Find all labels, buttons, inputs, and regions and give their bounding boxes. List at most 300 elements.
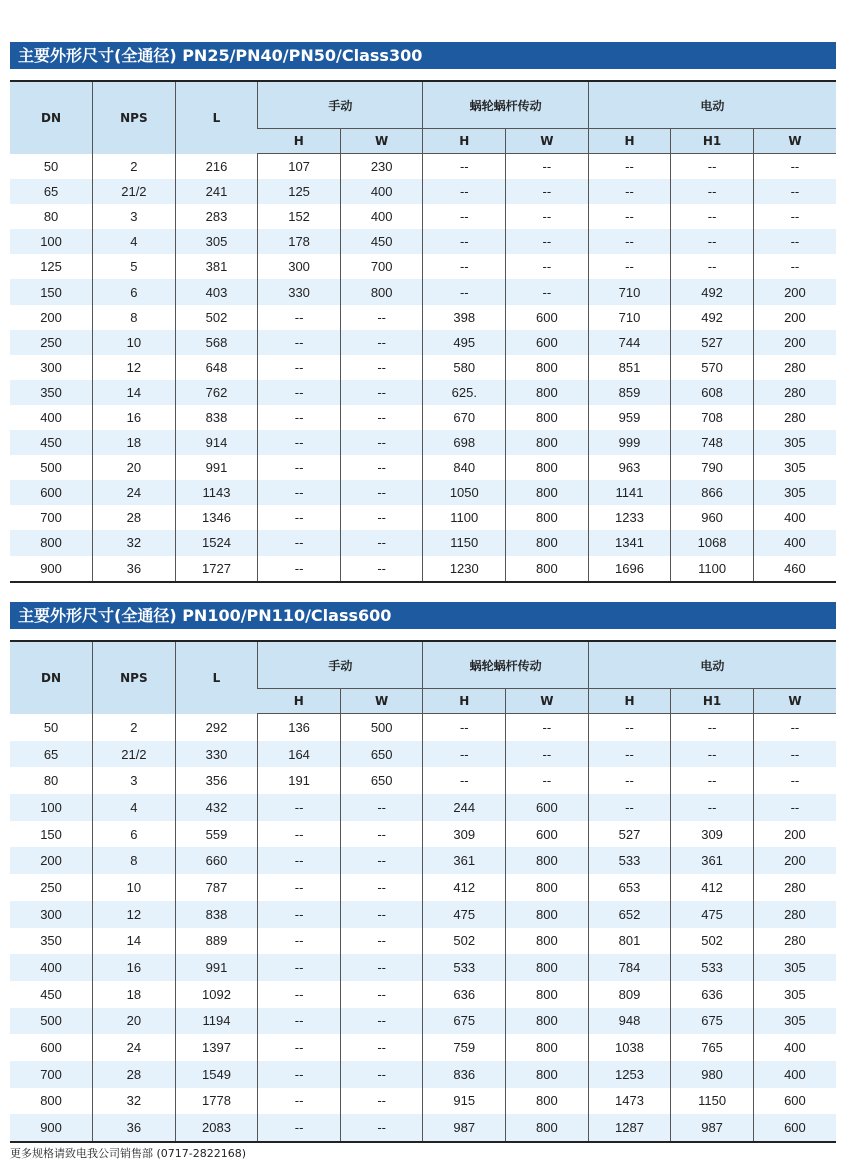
table-cell: 241	[175, 179, 258, 204]
table-cell: --	[588, 179, 671, 204]
col-header-dn: DN	[10, 81, 93, 154]
table-cell: 136	[258, 714, 341, 741]
table-cell: 987	[671, 1114, 754, 1142]
table-cell: 280	[753, 405, 836, 430]
table-row	[10, 954, 836, 981]
table-cell: 20	[93, 1008, 176, 1035]
table-cell: 20	[93, 455, 176, 480]
table-cell: --	[258, 405, 341, 430]
table-cell: --	[340, 1008, 423, 1035]
group-header-manual: 手动	[258, 641, 423, 689]
table-cell: 570	[671, 355, 754, 380]
table-cell: 24	[93, 1034, 176, 1061]
table-cell: 800	[506, 430, 589, 455]
table-cell: --	[258, 1088, 341, 1115]
col-header-electric-w: W	[753, 689, 836, 714]
table-cell: 403	[175, 279, 258, 304]
table-cell: 670	[423, 405, 506, 430]
table-row	[10, 874, 836, 901]
table-cell: --	[340, 954, 423, 981]
table-cell: 980	[671, 1061, 754, 1088]
table-cell: --	[753, 794, 836, 821]
table-cell: 960	[671, 505, 754, 530]
table-cell: 10	[93, 874, 176, 901]
table-cell: 200	[753, 847, 836, 874]
table-cell: 800	[506, 874, 589, 901]
table-cell: 1141	[588, 480, 671, 505]
group-header-electric: 电动	[588, 81, 836, 129]
table-cell: 800	[506, 455, 589, 480]
table-cell: 675	[671, 1008, 754, 1035]
table-cell: 200	[753, 330, 836, 355]
table-cell: 381	[175, 254, 258, 279]
table-cell: 533	[423, 954, 506, 981]
table-cell: 533	[671, 954, 754, 981]
table-cell: --	[588, 254, 671, 279]
table-cell: --	[340, 1114, 423, 1142]
table-cell: 1233	[588, 505, 671, 530]
table-cell: 959	[588, 405, 671, 430]
table-cell: 495	[423, 330, 506, 355]
table-cell: 216	[175, 154, 258, 180]
table-cell: --	[423, 229, 506, 254]
table-cell: 150	[10, 279, 93, 304]
table-cell: 800	[506, 530, 589, 555]
table-cell: 305	[753, 1008, 836, 1035]
group-header-electric: 电动	[588, 641, 836, 689]
table-cell: 305	[753, 455, 836, 480]
col-header-electric-h1: H1	[671, 129, 754, 154]
table-cell: 500	[10, 1008, 93, 1035]
table-cell: 125	[40, 259, 62, 275]
table-cell: 152	[258, 204, 341, 229]
table-row	[10, 1114, 836, 1142]
table-cell: --	[671, 204, 754, 229]
table-cell: 16	[93, 405, 176, 430]
table-cell: --	[753, 254, 836, 279]
table-cell: 200	[753, 821, 836, 848]
table-cell: 107	[258, 154, 341, 180]
table-cell: --	[340, 405, 423, 430]
table-cell: 361	[423, 847, 506, 874]
table-cell: 1549	[175, 1061, 258, 1088]
col-header-worm-w: W	[506, 129, 589, 154]
table-cell: --	[753, 767, 836, 794]
table-cell: --	[423, 714, 506, 741]
table-cell: 800	[506, 901, 589, 928]
table-cell: 28	[93, 1061, 176, 1088]
table-cell: 759	[423, 1034, 506, 1061]
table-cell: 1150	[423, 530, 506, 555]
table-cell: 8	[93, 305, 176, 330]
col-header-l: L	[175, 81, 258, 154]
table-cell: 1727	[175, 556, 258, 582]
table-cell: 330	[258, 279, 341, 304]
table-cell: 2	[93, 154, 176, 180]
table-cell: 700	[340, 254, 423, 279]
table-cell: 460	[753, 556, 836, 582]
table-cell: 280	[753, 355, 836, 380]
table-cell: --	[423, 741, 506, 768]
table-cell: --	[340, 505, 423, 530]
group-header-manual: 手动	[258, 81, 423, 129]
table-cell: --	[340, 380, 423, 405]
table-cell: 914	[175, 430, 258, 455]
table-cell: 500	[340, 714, 423, 741]
table-cell: --	[588, 229, 671, 254]
table-row	[10, 1008, 836, 1035]
col-header-manual-h: H	[258, 689, 341, 714]
table-row	[10, 330, 836, 355]
table-cell: 800	[506, 928, 589, 955]
table-row	[10, 254, 836, 279]
table-cell: --	[423, 154, 506, 180]
col-header-manual-h: H	[258, 129, 341, 154]
table-cell: 800	[506, 954, 589, 981]
table-cell: --	[258, 821, 341, 848]
table-cell: --	[258, 380, 341, 405]
table-cell: 200	[753, 305, 836, 330]
table-cell: 1397	[175, 1034, 258, 1061]
table-cell: 200	[40, 309, 62, 325]
table-cell: 800	[506, 556, 589, 582]
dimensions-table-pn100	[10, 640, 836, 1143]
col-header-electric-w: W	[753, 129, 836, 154]
table-cell: 527	[588, 821, 671, 848]
table-cell: --	[340, 1034, 423, 1061]
table-cell: --	[258, 928, 341, 955]
table-row	[10, 355, 836, 380]
table-cell: --	[340, 847, 423, 874]
table-cell: --	[506, 741, 589, 768]
table-row	[10, 847, 836, 874]
table-cell: 400	[10, 954, 93, 981]
table-cell: --	[423, 254, 506, 279]
footer-contact-note: 更多规格请致电我公司销售部 (0717-2822168)	[10, 1147, 247, 1160]
table-row	[10, 741, 836, 768]
table-cell: 800	[506, 355, 589, 380]
table-cell: 600	[506, 330, 589, 355]
table-cell: 3	[93, 204, 176, 229]
table-cell: 6	[93, 279, 176, 304]
table-cell: 280	[753, 928, 836, 955]
table-cell: 800	[506, 1088, 589, 1115]
table-cell: 400	[753, 1061, 836, 1088]
table-cell: --	[340, 794, 423, 821]
table-cell: 840	[423, 455, 506, 480]
table-cell: 1143	[175, 480, 258, 505]
table-cell: 200	[10, 847, 93, 874]
table-cell: 305	[753, 430, 836, 455]
table-cell: 4	[93, 229, 176, 254]
table-cell: 1473	[588, 1088, 671, 1115]
table-cell: --	[258, 847, 341, 874]
table-cell: --	[340, 821, 423, 848]
table-cell: 36	[93, 556, 176, 582]
table-cell: 787	[175, 874, 258, 901]
table-cell: 800	[40, 1093, 62, 1109]
table-cell: 24	[93, 480, 176, 505]
table-cell: 80	[43, 773, 59, 789]
table-cell: 744	[588, 330, 671, 355]
table-cell: 915	[423, 1088, 506, 1115]
table-cell: 652	[588, 901, 671, 928]
table-cell: --	[671, 254, 754, 279]
table-cell: --	[506, 279, 589, 304]
table-cell: 1038	[588, 1034, 671, 1061]
table-cell: 790	[671, 455, 754, 480]
table-cell: 502	[175, 305, 258, 330]
table-cell: 292	[175, 714, 258, 741]
table-cell: --	[506, 179, 589, 204]
table-cell: 400	[753, 505, 836, 530]
table-cell: 2	[93, 714, 176, 741]
table-cell: 330	[175, 741, 258, 768]
table-cell: 1287	[588, 1114, 671, 1142]
table-cell: 502	[423, 928, 506, 955]
table-cell: 1050	[423, 480, 506, 505]
table-cell: 559	[175, 821, 258, 848]
table-cell: 492	[671, 279, 754, 304]
table-cell: 283	[175, 204, 258, 229]
table-cell: 851	[588, 355, 671, 380]
table-cell: 710	[588, 279, 671, 304]
table-cell: 800	[506, 1008, 589, 1035]
table-cell: --	[258, 1114, 341, 1142]
table-cell: 708	[671, 405, 754, 430]
table-cell: 999	[588, 430, 671, 455]
table-row	[10, 901, 836, 928]
table-cell: 475	[671, 901, 754, 928]
table-cell: 6	[93, 821, 176, 848]
table-cell: 1341	[588, 530, 671, 555]
table-cell: --	[423, 767, 506, 794]
table-cell: 1100	[423, 505, 506, 530]
table-cell: 800	[506, 505, 589, 530]
table-cell: 80	[43, 209, 59, 225]
table-cell: 800	[506, 480, 589, 505]
table-cell: 1068	[671, 530, 754, 555]
table-row	[10, 430, 836, 455]
col-header-electric-h: H	[588, 129, 671, 154]
table-cell: 250	[40, 879, 62, 895]
table-row	[10, 279, 836, 304]
table-cell: --	[340, 530, 423, 555]
table-cell: 762	[175, 380, 258, 405]
table-cell: 244	[423, 794, 506, 821]
table-cell: 502	[671, 928, 754, 955]
table-row	[10, 1061, 836, 1088]
dimensions-table-pn25	[10, 80, 836, 583]
table-cell: --	[588, 767, 671, 794]
table-row	[10, 455, 836, 480]
table-cell: 178	[258, 229, 341, 254]
table-row	[10, 480, 836, 505]
table-title-banner: 主要外形尺寸(全通径) PN25/PN40/PN50/Class300	[10, 42, 836, 69]
table-cell: 660	[175, 847, 258, 874]
table-cell: 65	[10, 179, 93, 204]
table-cell: 50	[43, 158, 59, 174]
table-cell: --	[340, 874, 423, 901]
table-cell: 600	[753, 1088, 836, 1115]
table-cell: 700	[10, 1061, 93, 1088]
table-cell: --	[258, 480, 341, 505]
table-cell: 1696	[588, 556, 671, 582]
table-cell: --	[671, 714, 754, 741]
table-cell: 14	[93, 928, 176, 955]
table-body	[10, 154, 836, 582]
table-cell: 700	[40, 510, 62, 526]
table-cell: 398	[423, 305, 506, 330]
table-row	[10, 556, 836, 582]
table-cell: --	[506, 767, 589, 794]
table-cell: 1150	[671, 1088, 754, 1115]
table-cell: 987	[423, 1114, 506, 1142]
table-cell: 400	[340, 204, 423, 229]
table-cell: 533	[588, 847, 671, 874]
table-cell: --	[588, 204, 671, 229]
col-header-manual-w: W	[340, 129, 423, 154]
table-cell: --	[671, 794, 754, 821]
table-cell: --	[506, 254, 589, 279]
col-header-electric-h1: H1	[671, 689, 754, 714]
table-cell: --	[258, 355, 341, 380]
table-cell: 5	[93, 254, 176, 279]
table-cell: --	[340, 305, 423, 330]
table-cell: 300	[40, 359, 62, 375]
table-row	[10, 505, 836, 530]
table-cell: --	[340, 430, 423, 455]
table-row	[10, 229, 836, 254]
table-row	[10, 794, 836, 821]
table-row	[10, 714, 836, 741]
table-cell: --	[340, 1061, 423, 1088]
table-cell: --	[671, 154, 754, 180]
table-cell: 350	[10, 380, 93, 405]
table-cell: 784	[588, 954, 671, 981]
section-pn100-class600	[10, 602, 836, 1143]
table-cell: --	[258, 556, 341, 582]
table-cell: 1253	[588, 1061, 671, 1088]
table-cell: 350	[40, 933, 62, 949]
table-cell: 16	[93, 954, 176, 981]
table-cell: 125	[258, 179, 341, 204]
table-row	[10, 179, 836, 204]
table-cell: 100	[10, 794, 93, 821]
table-cell: 305	[753, 480, 836, 505]
table-cell: --	[506, 714, 589, 741]
table-cell: --	[340, 355, 423, 380]
table-cell: --	[258, 874, 341, 901]
table-cell: 800	[506, 380, 589, 405]
table-cell: --	[506, 204, 589, 229]
table-cell: 527	[671, 330, 754, 355]
table-cell: --	[340, 455, 423, 480]
table-cell: 600	[506, 305, 589, 330]
table-cell: --	[340, 480, 423, 505]
table-cell: 191	[258, 767, 341, 794]
table-cell: --	[671, 179, 754, 204]
table-cell: --	[588, 714, 671, 741]
table-cell: 748	[671, 430, 754, 455]
table-cell: 21/2	[93, 741, 176, 768]
table-cell: 305	[753, 954, 836, 981]
table-cell: 250	[10, 330, 93, 355]
table-cell: --	[258, 954, 341, 981]
table-cell: 8	[93, 847, 176, 874]
table-cell: 500	[40, 460, 62, 476]
table-cell: --	[258, 794, 341, 821]
table-cell: 3	[93, 767, 176, 794]
table-cell: 625.	[423, 380, 506, 405]
table-cell: 608	[671, 380, 754, 405]
table-cell: 800	[506, 1034, 589, 1061]
table-cell: 600	[506, 821, 589, 848]
table-cell: 800	[10, 530, 93, 555]
table-cell: 200	[753, 279, 836, 304]
table-cell: 230	[340, 154, 423, 180]
table-cell: 475	[423, 901, 506, 928]
table-row	[10, 154, 836, 180]
table-cell: --	[258, 455, 341, 480]
table-cell: 800	[506, 847, 589, 874]
table-cell: --	[753, 154, 836, 180]
table-cell: --	[753, 229, 836, 254]
table-cell: --	[588, 794, 671, 821]
group-header-worm-gear: 蜗轮蜗杆传动	[423, 641, 588, 689]
table-row	[10, 204, 836, 229]
section-pn25-class300	[10, 42, 836, 583]
table-cell: 675	[423, 1008, 506, 1035]
table-cell: 309	[423, 821, 506, 848]
table-cell: 765	[671, 1034, 754, 1061]
table-cell: 4	[93, 794, 176, 821]
table-cell: --	[258, 330, 341, 355]
table-cell: 450	[40, 986, 62, 1002]
table-cell: 400	[753, 1034, 836, 1061]
table-cell: 18	[93, 981, 176, 1008]
table-cell: 305	[753, 981, 836, 1008]
table-cell: 636	[671, 981, 754, 1008]
table-cell: 991	[175, 455, 258, 480]
table-cell: 300	[10, 901, 93, 928]
table-cell: 600	[10, 480, 93, 505]
col-header-l: L	[175, 641, 258, 714]
table-row	[10, 981, 836, 1008]
table-row	[10, 928, 836, 955]
table-cell: 580	[423, 355, 506, 380]
table-cell: 280	[753, 874, 836, 901]
table-cell: --	[340, 928, 423, 955]
table-cell: 12	[93, 901, 176, 928]
table-cell: --	[258, 305, 341, 330]
table-row	[10, 305, 836, 330]
table-cell: 1346	[175, 505, 258, 530]
table-cell: 492	[671, 305, 754, 330]
table-cell: 100	[10, 229, 93, 254]
table-row	[10, 405, 836, 430]
table-cell: 361	[671, 847, 754, 874]
table-row	[10, 1088, 836, 1115]
table-cell: --	[588, 154, 671, 180]
table-cell: 800	[506, 405, 589, 430]
table-cell: --	[588, 741, 671, 768]
table-cell: 801	[588, 928, 671, 955]
table-cell: --	[340, 981, 423, 1008]
table-cell: 963	[588, 455, 671, 480]
table-cell: --	[258, 1008, 341, 1035]
table-title-banner: 主要外形尺寸(全通径) PN100/PN110/Class600	[10, 602, 836, 629]
